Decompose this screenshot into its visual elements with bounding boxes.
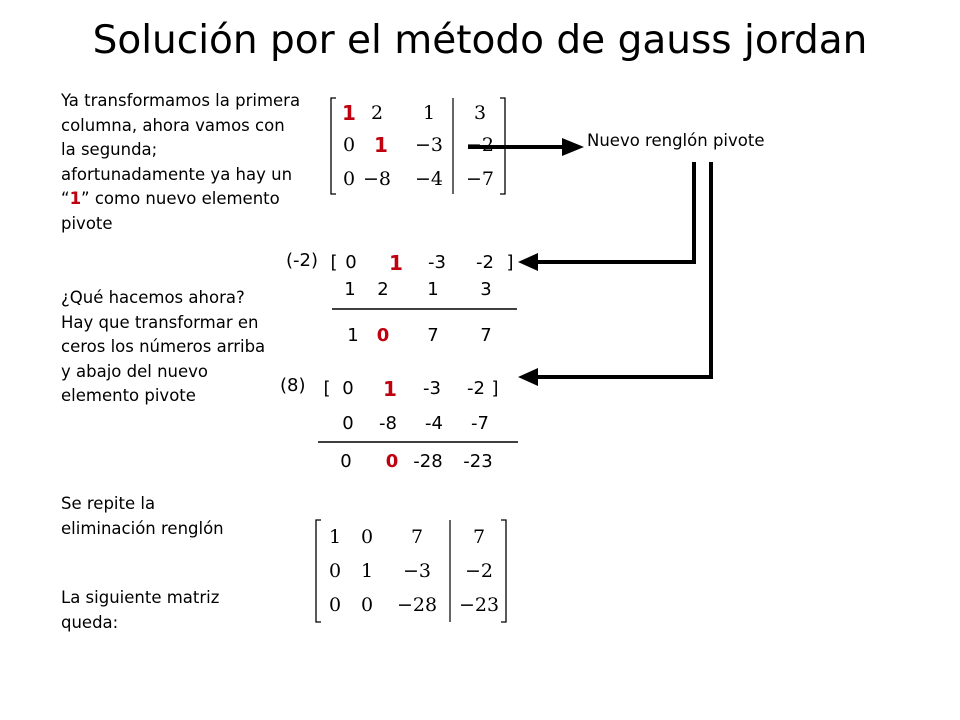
slide-title: Solución por el método de gauss jordan	[92, 18, 868, 63]
operation-pivot-cell: -2	[467, 378, 485, 399]
operation-bracket-close: ]	[506, 252, 514, 273]
result-matrix-cell: 1	[360, 560, 374, 582]
operation-target-cell: -7	[471, 413, 489, 434]
operation-result-cell: 7	[427, 325, 439, 346]
arrow-to-second-operation	[534, 162, 711, 377]
current-matrix-cell: −4	[414, 168, 443, 190]
result-matrix-cell: −3	[402, 560, 431, 582]
operation-result-cell: 0	[340, 451, 352, 472]
current-matrix-cell: 3	[473, 102, 487, 124]
result-matrix-cell: 7	[472, 526, 486, 548]
intro-highlight-one: 1	[69, 189, 82, 208]
current-matrix-cell: 1	[374, 133, 388, 157]
operation-pivot-cell: 1	[383, 377, 397, 401]
operation-pivot-cell: -2	[476, 252, 494, 273]
operation-target-cell: 0	[342, 413, 354, 434]
result-matrix-cell: 0	[360, 594, 374, 616]
result-matrix-cell: −28	[396, 594, 438, 616]
operation-result-cell: 7	[480, 325, 492, 346]
operation-result-cell: -28	[413, 451, 443, 472]
operation-result-cell: 0	[376, 325, 390, 346]
arrow-to-first-operation	[534, 162, 694, 262]
question-note: ¿Qué hacemos ahora? Hay que transformar en ceros los números arriba y abajo del nuevo elemento pivote	[61, 288, 266, 405]
intro-text-end: ” como nuevo elemento pivote	[61, 189, 280, 233]
result-matrix-cell: −2	[464, 560, 493, 582]
operation-target-cell: -4	[425, 413, 443, 434]
current-matrix-cell: 2	[370, 102, 384, 124]
operation-bracket-open: [	[330, 252, 338, 273]
operation-multiplier: (8)	[280, 375, 306, 396]
arrowhead-pivot-label	[562, 138, 584, 156]
current-matrix-cell: 0	[342, 134, 356, 156]
intro-text-start: Ya transformamos la primera columna, ahora vamos con la segunda; afortunadamente ya hay un “	[61, 91, 301, 208]
pivot-row-label: Nuevo renglón pivote	[587, 131, 765, 150]
operation-result-cell: -23	[463, 451, 493, 472]
operation-target-cell: -8	[379, 413, 397, 434]
operation-result-cell: 1	[347, 325, 359, 346]
current-matrix-cell: 1	[422, 102, 436, 124]
current-matrix-cell: 1	[342, 101, 356, 125]
operation-pivot-cell: -3	[423, 378, 441, 399]
operation-target-cell: 1	[427, 279, 439, 300]
operation-target-cell: 1	[344, 279, 356, 300]
operation-pivot-cell: -3	[428, 252, 446, 273]
current-matrix-cell: −8	[362, 168, 391, 190]
operation-target-cell: 3	[480, 279, 492, 300]
result-matrix-cell: 0	[328, 594, 342, 616]
current-matrix-cell: −7	[465, 168, 494, 190]
operation-target-cell: 2	[377, 279, 389, 300]
result-matrix-cell: 0	[360, 526, 374, 548]
operation-result-cell: 0	[385, 451, 399, 472]
current-matrix-cell: −2	[465, 134, 494, 156]
arrowhead-second-operation	[518, 368, 538, 386]
result-note: La siguiente matriz queda:	[61, 588, 220, 632]
operation-multiplier: (-2)	[286, 250, 318, 271]
current-matrix-cell: 0	[342, 168, 356, 190]
result-matrix-cell: 1	[328, 526, 342, 548]
arrowhead-first-operation	[518, 253, 538, 271]
operation-pivot-cell: 0	[345, 252, 357, 273]
operation-pivot-cell: 1	[389, 251, 403, 275]
operation-pivot-cell: 0	[342, 378, 354, 399]
operation-bracket-close: ]	[491, 378, 499, 399]
operation-bracket-open: [	[323, 378, 331, 399]
result-matrix-cell: −23	[458, 594, 500, 616]
result-matrix-cell: 7	[410, 526, 424, 548]
repeat-note: Se repite la eliminación renglón	[61, 494, 224, 538]
current-matrix-cell: −3	[414, 134, 443, 156]
result-matrix-cell: 0	[328, 560, 342, 582]
